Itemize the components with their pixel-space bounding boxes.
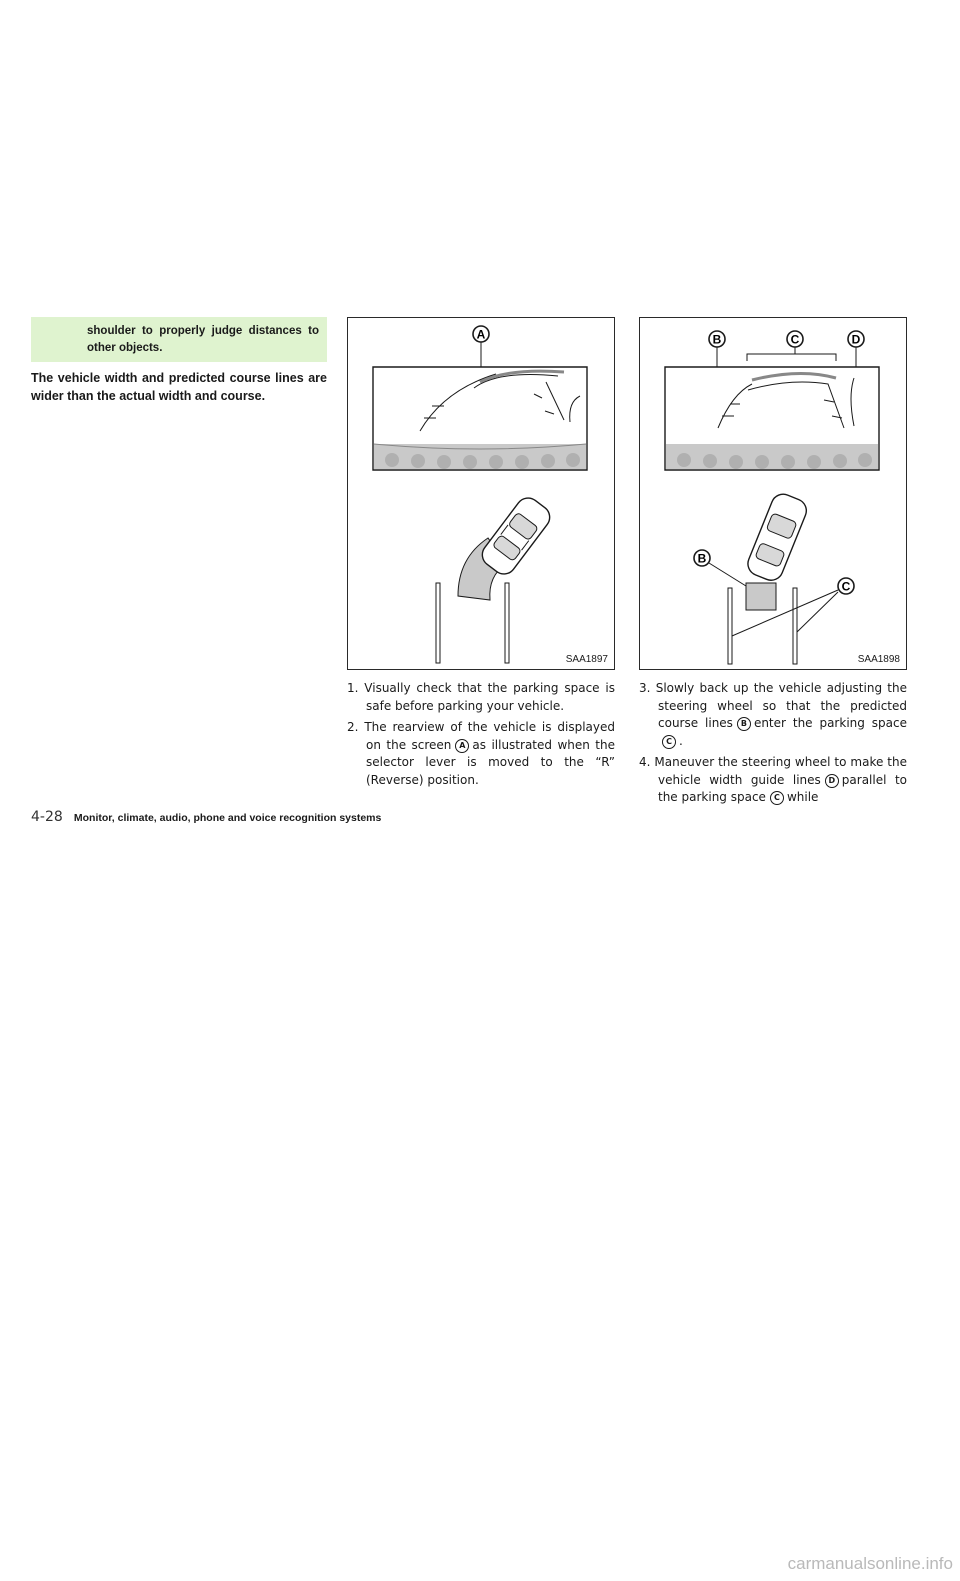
figure-rearview-screen [347, 317, 615, 670]
callout-c-letter: C [790, 332, 800, 347]
step-item: 3. Slowly back up the vehicle adjusting the steering wheel so that the predicted course lines B enter the parking spaceC . [639, 681, 907, 748]
figure-1-code: SAA1897 [565, 654, 608, 665]
note-text: shoulder to properly judge distances to other objects. [87, 325, 319, 354]
figure-2-code: SAA1898 [857, 654, 900, 665]
ref-c-icon: C [662, 735, 676, 749]
callout-b2-letter: B [697, 551, 707, 566]
ref-c-icon: C [770, 791, 784, 805]
step-item: 4. Maneuver the steering wheel to make the vehicle width guide lines D parallel to the parking space C while [639, 755, 907, 804]
watermark: carmanualsonline.info [787, 1554, 953, 1573]
section-title: Monitor, climate, audio, phone and voice recognition systems [73, 812, 382, 824]
body-paragraph: The vehicle width and predicted course lines are wider than the actual width and course. [31, 371, 327, 403]
callout-a-letter: A [476, 327, 486, 342]
note-box [31, 317, 327, 362]
figure-1-illustration [348, 318, 616, 671]
ref-b-icon: B [737, 717, 751, 731]
figure-2-illustration [640, 318, 908, 671]
callout-b-letter: B [712, 332, 722, 347]
figure-parking-guide [639, 317, 907, 670]
steps-list-left [347, 680, 615, 793]
car-icon [478, 493, 555, 579]
step-item: 1. Visually check that the parking space is safe before parking your vehicle. [347, 681, 615, 713]
page-footer [31, 806, 631, 826]
ref-a-icon: A [455, 739, 469, 753]
ref-d-icon: D [825, 774, 839, 788]
page-number: 4-28 [31, 809, 63, 825]
steps-list-right [639, 680, 907, 811]
step-item: 2. The rearview of the vehicle is displayed on the screen A as illustrated when the selector lever is moved to the “R” (Reverse) position. [347, 720, 615, 787]
car-icon [744, 491, 810, 584]
callout-d-letter: D [851, 332, 861, 347]
callout-c2-letter: C [841, 579, 851, 594]
